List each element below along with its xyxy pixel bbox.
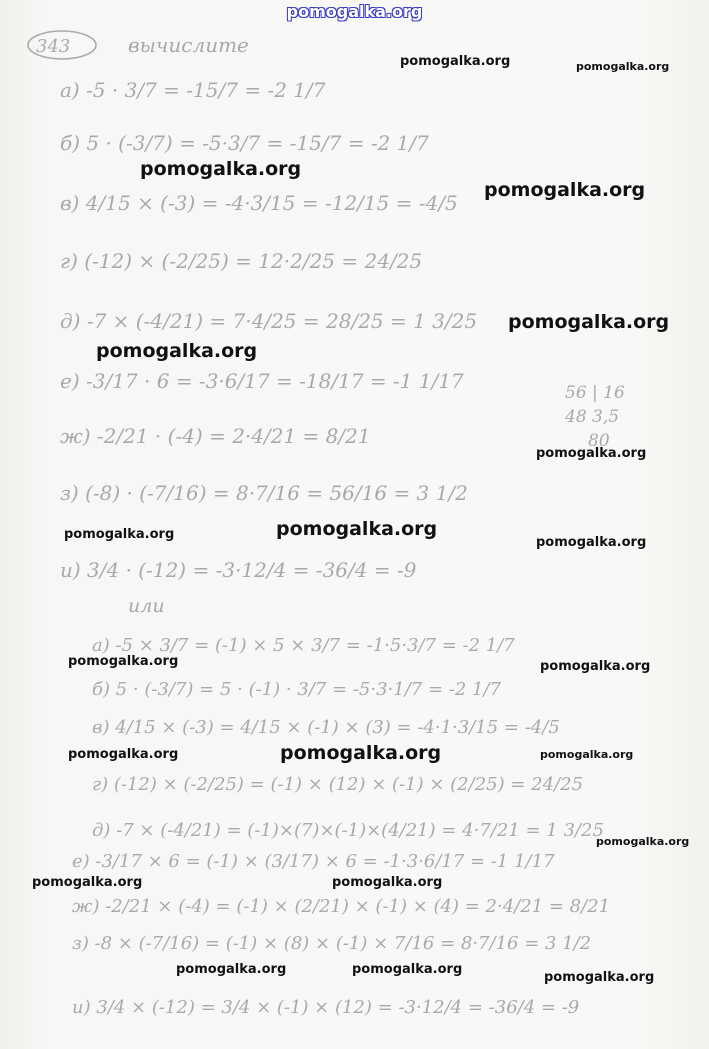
watermark-label: pomogalka.org xyxy=(64,527,175,542)
watermark-label: pomogalka.org xyxy=(536,446,647,461)
watermark-label: pomogalka.org xyxy=(484,179,646,201)
part-two-line: б) 5 · (-3/7) = 5 · (-1) · 3/7 = -5·3·1/7 = -2 1/7 xyxy=(92,679,501,700)
part-two-line: и) 3/4 × (-12) = 3/4 × (-1) × (12) = -3·12/4 = -36/4 = -9 xyxy=(72,997,580,1018)
side-calculation-line: 56 | 16 xyxy=(565,383,625,403)
watermark-label: pomogalka.org xyxy=(280,742,442,764)
watermark-label: pomogalka.org xyxy=(140,158,302,180)
watermark-label: pomogalka.org xyxy=(276,518,438,540)
watermark-label: pomogalka.org xyxy=(32,875,143,890)
watermark-label: pomogalka.org xyxy=(596,835,690,848)
watermark-label: pomogalka.org xyxy=(176,962,287,977)
part-one-line: з) (-8) · (-7/16) = 8·7/16 = 56/16 = 3 1/2 xyxy=(60,481,468,505)
watermark-label: pomogalka.org xyxy=(540,659,651,674)
part-two-line: а) -5 × 3/7 = (-1) × 5 × 3/7 = -1·5·3/7 = -2 1/7 xyxy=(92,635,515,656)
watermark-label: pomogalka.org xyxy=(400,54,511,69)
part-one-line: г) (-12) × (-2/25) = 12·2/25 = 24/25 xyxy=(60,249,423,273)
side-calculation-line: 48 3,5 xyxy=(565,407,620,427)
site-url-header: pomogalka.org xyxy=(286,2,423,21)
part-two-line: д) -7 × (-4/21) = (-1)×(7)×(-1)×(4/21) = 4·7/21 = 1 3/25 xyxy=(92,820,604,841)
part-one-line: б) 5 · (-3/7) = -5·3/7 = -15/7 = -2 1/7 xyxy=(60,131,429,155)
method-two-heading: или xyxy=(128,595,165,617)
part-two-line: г) (-12) × (-2/25) = (-1) × (12) × (-1) × (2/25) = 24/25 xyxy=(92,774,584,795)
exercise-number: 343 xyxy=(36,36,71,57)
watermark-label: pomogalka.org xyxy=(352,962,463,977)
part-one-line: а) -5 · 3/7 = -15/7 = -2 1/7 xyxy=(60,78,326,102)
watermark-label: pomogalka.org xyxy=(544,970,655,985)
watermark-label: pomogalka.org xyxy=(68,654,179,669)
watermark-label: pomogalka.org xyxy=(536,535,647,550)
watermark-label: pomogalka.org xyxy=(96,340,258,362)
part-one-line: в) 4/15 × (-3) = -4·3/15 = -12/15 = -4/5 xyxy=(60,191,458,215)
part-two-line: ж) -2/21 × (-4) = (-1) × (2/21) × (-1) × (4) = 2·4/21 = 8/21 xyxy=(72,896,611,917)
watermark-label: pomogalka.org xyxy=(68,747,179,762)
part-one-line: ж) -2/21 · (-4) = 2·4/21 = 8/21 xyxy=(60,424,371,448)
part-one-line: е) -3/17 · 6 = -3·6/17 = -18/17 = -1 1/17 xyxy=(60,369,464,393)
part-two-line: з) -8 × (-7/16) = (-1) × (8) × (-1) × 7/16 = 8·7/16 = 3 1/2 xyxy=(72,933,592,954)
part-two-line: е) -3/17 × 6 = (-1) × (3/17) × 6 = -1·3·6/17 = -1 1/17 xyxy=(72,851,555,872)
watermark-label: pomogalka.org xyxy=(332,875,443,890)
watermark-label: pomogalka.org xyxy=(576,60,670,73)
part-one-line: д) -7 × (-4/21) = 7·4/25 = 28/25 = 1 3/25 xyxy=(60,309,478,333)
watermark-label: pomogalka.org xyxy=(508,311,670,333)
exercise-heading: вычислите xyxy=(128,33,249,57)
part-one-line: и) 3/4 · (-12) = -3·12/4 = -36/4 = -9 xyxy=(60,558,417,582)
part-two-line: в) 4/15 × (-3) = 4/15 × (-1) × (3) = -4·1·3/15 = -4/5 xyxy=(92,717,560,738)
watermark-label: pomogalka.org xyxy=(540,748,634,761)
side-calculation-line: 80 xyxy=(588,431,610,451)
